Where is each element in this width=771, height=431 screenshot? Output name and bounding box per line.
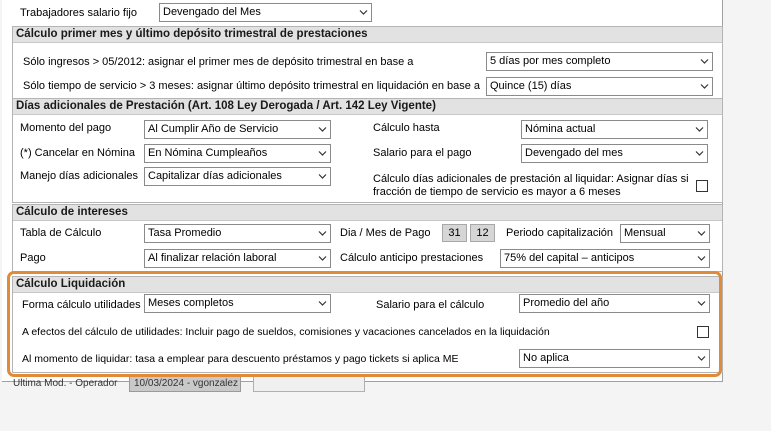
anticipo-select-value: 75% del capital – anticipos	[504, 252, 635, 264]
chevron-down-icon	[697, 300, 706, 307]
chevron-down-icon	[697, 355, 706, 362]
manejo-dias-label: Manejo días adicionales	[20, 170, 139, 182]
trabajadores-select[interactable]	[159, 3, 372, 22]
cancelar-nomina-label: (*) Cancelar en Nómina	[20, 147, 135, 159]
momento-pago-select[interactable]	[144, 120, 331, 139]
momento-liquidar-label: Al momento de liquidar: tasa a emplear para descuento préstamos y pago tickets si aplica ME	[22, 353, 459, 365]
tiempo-label: Sólo tiempo de servicio > 3 meses: asignar último depósito trimestral en liquidación en base a	[23, 80, 481, 92]
liquidacion-title: Cálculo Liquidación	[13, 277, 722, 293]
chevron-down-icon	[318, 230, 327, 237]
settings-panel	[2, 0, 723, 382]
chevron-down-icon	[318, 300, 327, 307]
chevron-down-icon	[697, 255, 706, 262]
salario-calculo-select[interactable]	[519, 294, 710, 313]
intereses-group	[12, 204, 723, 272]
chevron-down-icon	[700, 58, 709, 65]
chevron-down-icon	[700, 83, 709, 90]
salario-calculo-label: Salario para el cálculo	[376, 299, 485, 311]
chevron-down-icon	[318, 255, 327, 262]
anticipo-label: Cálculo anticipo prestaciones	[340, 252, 484, 264]
ultima-mod-extra-field	[253, 376, 365, 392]
calculo-hasta-label: Cálculo hasta	[373, 122, 440, 134]
ultima-mod-label: Ultima Mod. - Operador	[13, 378, 118, 389]
trabajadores-label: Trabajadores salario fijo	[20, 7, 137, 19]
tiempo-select-value: Quince (15) días	[490, 80, 572, 92]
primer-mes-group	[12, 26, 723, 100]
dias-adicionales-title: Días adicionales de Prestación (Art. 108 Ley Derogada / Art. 142 Ley Vigente)	[13, 99, 722, 115]
chevron-down-icon	[318, 150, 327, 157]
tabla-calculo-label: Tabla de Cálculo	[20, 227, 102, 239]
forma-utilidades-select[interactable]	[144, 294, 331, 313]
primer-mes-title: Cálculo primer mes y último depósito trimestral de prestaciones	[13, 27, 722, 43]
ingresos-select[interactable]	[486, 52, 713, 71]
manejo-dias-select-value: Capitalizar días adicionales	[148, 170, 282, 182]
dias-adicionales-group	[12, 98, 723, 203]
momento-liquidar-select[interactable]	[519, 349, 710, 368]
chevron-down-icon	[318, 126, 327, 133]
pago-select[interactable]	[144, 249, 331, 268]
intereses-title: Cálculo de intereses	[13, 205, 722, 221]
momento-liquidar-select-value: No aplica	[523, 352, 569, 364]
chevron-down-icon	[695, 150, 704, 157]
forma-utilidades-label: Forma cálculo utilidades	[22, 299, 141, 311]
tiempo-select[interactable]	[486, 77, 713, 96]
calculo-dias-checkbox[interactable]	[696, 180, 708, 192]
calculo-hasta-select[interactable]	[521, 120, 708, 139]
chevron-down-icon	[359, 9, 368, 16]
salario-pago-label: Salario para el pago	[373, 147, 472, 159]
forma-utilidades-select-value: Meses completos	[148, 297, 234, 309]
pago-select-value: Al finalizar relación laboral	[148, 252, 277, 264]
pago-label: Pago	[20, 252, 46, 264]
ingresos-label: Sólo ingresos > 05/2012: asignar el primer mes de depósito trimestral en base a	[23, 56, 414, 68]
chevron-down-icon	[695, 126, 704, 133]
dia-mes-label: Dia / Mes de Pago	[340, 227, 431, 239]
tabla-calculo-select[interactable]	[144, 224, 331, 243]
manejo-dias-select[interactable]	[144, 167, 331, 186]
calculo-dias-label-1: Cálculo días adicionales de prestación al liquidar: Asignar días si	[373, 173, 689, 185]
periodo-capitalizacion-label: Periodo capitalización	[506, 227, 614, 239]
calculo-dias-label-2: fracción de tiempo de servicio es mayor a 6 meses	[373, 186, 621, 198]
efectos-utilidades-label: A efectos del cálculo de utilidades: Incluir pago de sueldos, comisiones y vacaciones cancelados en la liquidación	[22, 326, 550, 338]
ultima-mod-field: 10/03/2024 - vgonzalez	[129, 376, 241, 392]
chevron-down-icon	[318, 173, 327, 180]
cancelar-nomina-select-value: En Nómina Cumpleaños	[148, 147, 268, 159]
periodo-capitalizacion-select-value: Mensual	[624, 227, 666, 239]
mes-pago-field[interactable]: 12	[470, 224, 495, 242]
cancelar-nomina-select[interactable]	[144, 144, 331, 163]
trabajadores-select-value: Devengado del Mes	[163, 6, 261, 18]
calculo-hasta-select-value: Nómina actual	[525, 123, 596, 135]
efectos-utilidades-checkbox[interactable]	[697, 326, 709, 338]
dia-pago-field[interactable]: 31	[442, 224, 467, 242]
ingresos-select-value: 5 días por mes completo	[490, 55, 611, 67]
salario-pago-select[interactable]	[521, 144, 708, 163]
salario-calculo-select-value: Promedio del año	[523, 297, 610, 309]
salario-pago-select-value: Devengado del mes	[525, 147, 623, 159]
tabla-calculo-select-value: Tasa Promedio	[148, 227, 222, 239]
momento-pago-label: Momento del pago	[20, 122, 112, 134]
anticipo-select[interactable]	[500, 249, 710, 268]
liquidacion-group	[12, 276, 723, 373]
chevron-down-icon	[697, 230, 706, 237]
periodo-capitalizacion-select[interactable]	[620, 224, 710, 243]
momento-pago-select-value: Al Cumplir Año de Servicio	[148, 123, 279, 135]
